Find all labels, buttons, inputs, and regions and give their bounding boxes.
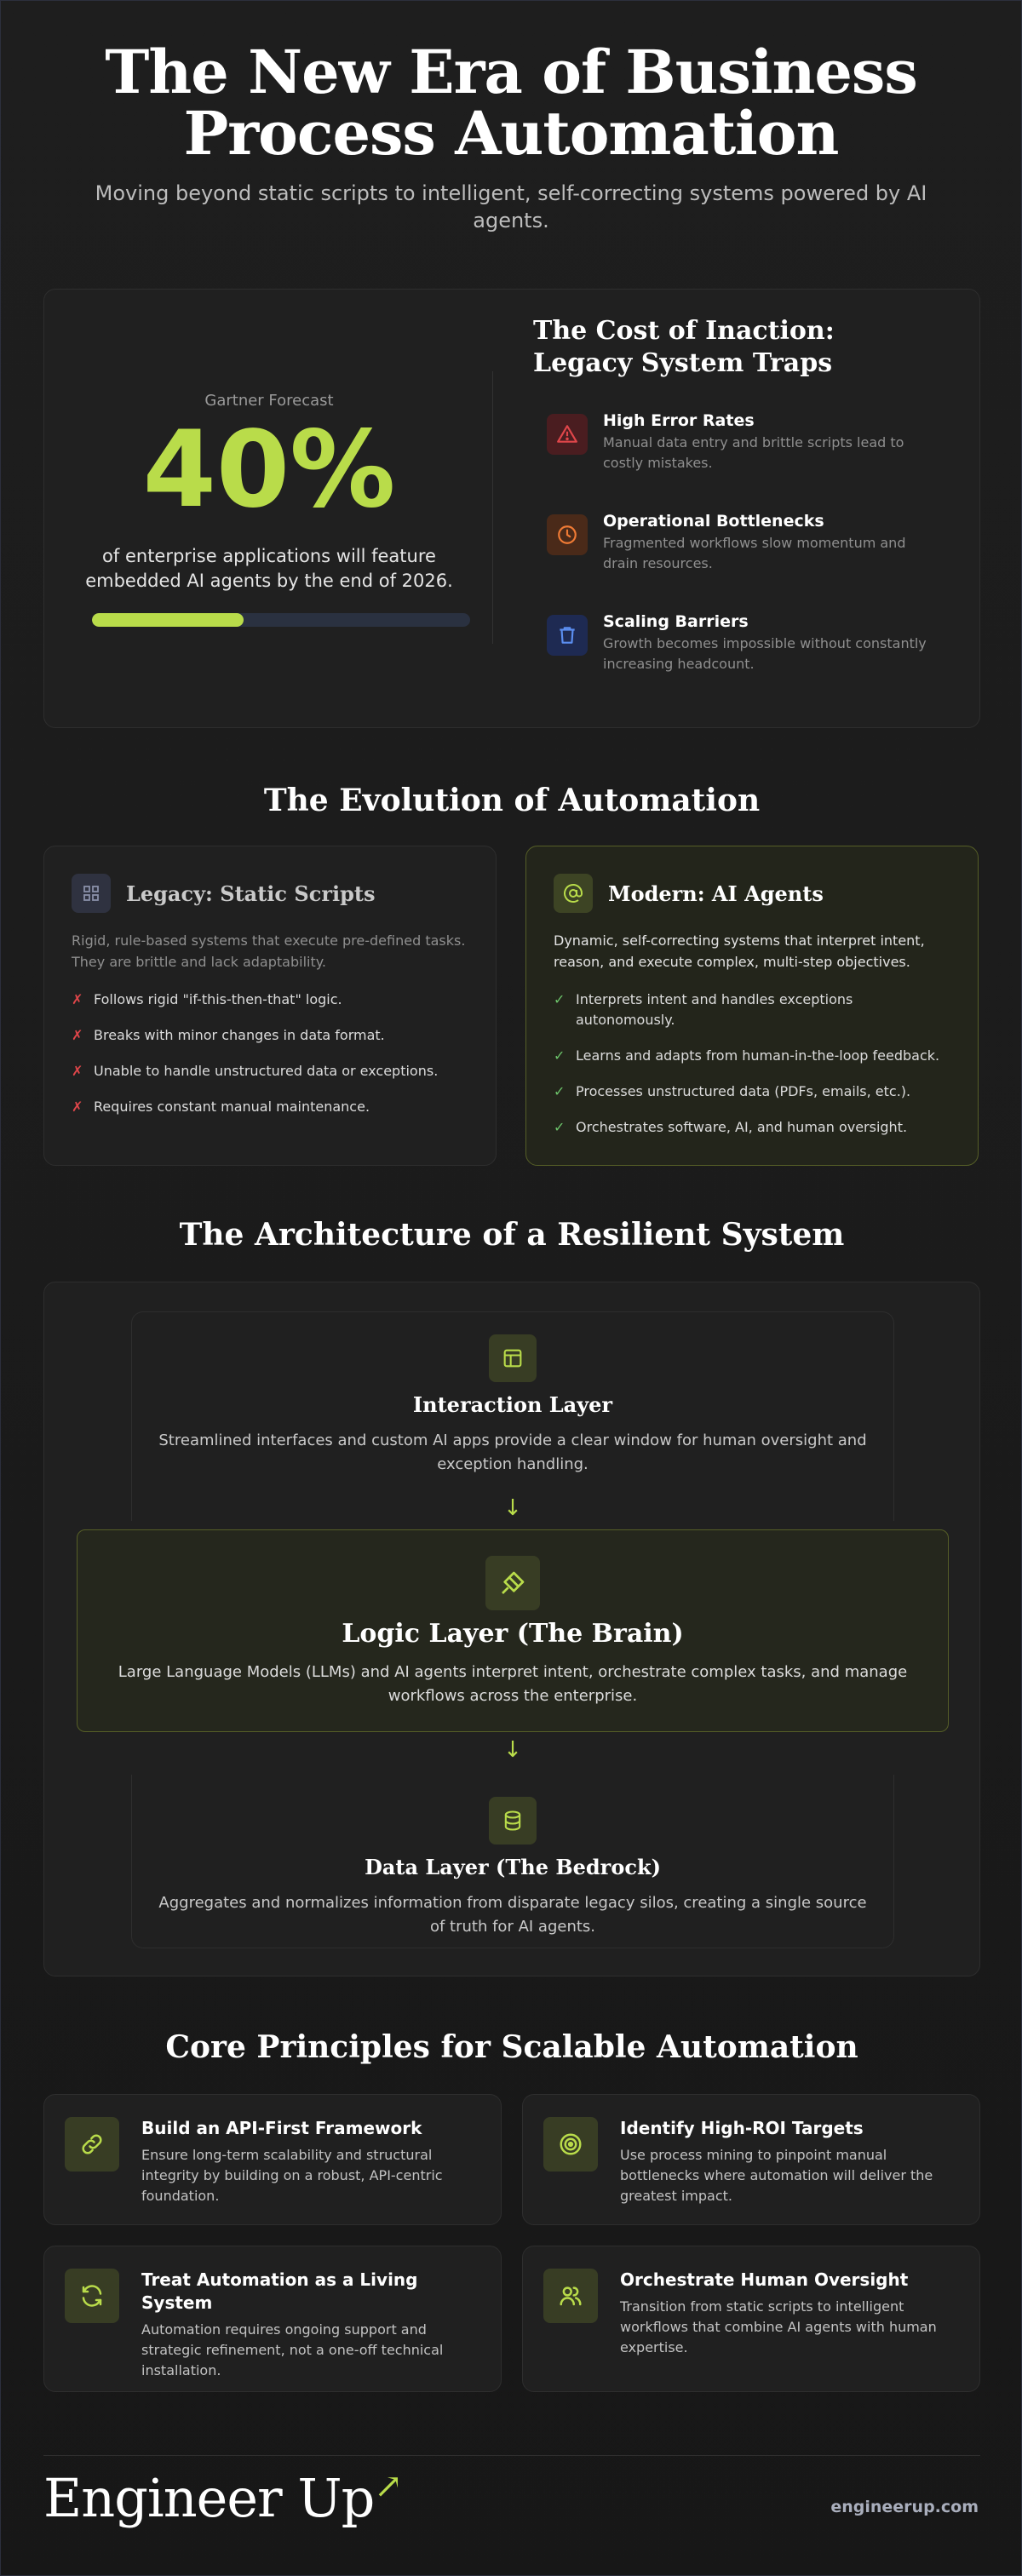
cross-icon: ✗: [72, 1099, 83, 1115]
check-icon: ✓: [554, 1083, 566, 1099]
principle-title: Build an API-First Framework: [141, 2118, 422, 2138]
trap-title: High Error Rates: [603, 411, 755, 430]
at-sign-icon: [554, 874, 593, 913]
trap-item: [533, 410, 945, 473]
architecture-title: The Architecture of a Resilient System: [179, 1217, 845, 1253]
hero: [1, 1, 1021, 234]
principle-title: Orchestrate Human Oversight: [620, 2269, 909, 2290]
list-item: [72, 990, 468, 1010]
legacy-list: [72, 990, 468, 1117]
forecast-desc-line-1: of enterprise applications will feature: [102, 546, 436, 566]
check-icon: ✓: [554, 1119, 566, 1135]
trap-desc: Growth becomes impossible without constantly increasing headcount.: [603, 635, 927, 672]
list-item: [554, 1117, 950, 1138]
principle-card: [522, 2094, 980, 2225]
list-item-text: Processes unstructured data (PDFs, emails, etc.).: [576, 1083, 911, 1099]
link-icon: [65, 2117, 119, 2172]
layer-desc: Large Language Models (LLMs) and AI agents interpret intent, orchestrate complex tasks, and manage workflows across the enterprise.: [118, 1663, 908, 1705]
principle-desc: Transition from static scripts to intelligent workflows that combine AI agents with human expertise.: [620, 2298, 937, 2355]
check-icon: ✓: [554, 1047, 566, 1064]
forecast-value: 40%: [142, 409, 396, 531]
principle-card: [522, 2246, 980, 2392]
list-item: [554, 990, 950, 1030]
principle-desc: Automation requires ongoing support and strategic refinement, not a one-off technical installation.: [141, 2321, 444, 2378]
logic-layer: [77, 1529, 949, 1732]
layer-desc: Aggregates and normalizes information from disparate legacy silos, creating a single source of truth for AI agents.: [158, 1894, 867, 1936]
website-link[interactable]: engineerup.com: [830, 2498, 979, 2516]
page-subtitle: Moving beyond static scripts to intelligent, self-correcting systems powered by AI agents.: [95, 181, 927, 232]
modern-card: [525, 846, 979, 1166]
list-item-text: Follows rigid "if-this-then-that" logic.: [94, 991, 342, 1007]
legacy-desc: Rigid, rule-based systems that execute pre-defined tasks. They are brittle and lack adaptability.: [72, 932, 466, 970]
principle-title: Identify High-ROI Targets: [620, 2118, 864, 2138]
cross-icon: ✗: [72, 991, 83, 1007]
list-item-text: Breaks with minor changes in data format.: [94, 1027, 385, 1043]
arrow-down-icon: ↓: [503, 1737, 522, 1763]
layer-title: Logic Layer (The Brain): [342, 1619, 684, 1649]
list-item: [554, 1046, 950, 1066]
title-line-1: The New Era of Business: [105, 37, 917, 107]
forecast-panel: [44, 290, 494, 727]
data-layer: [131, 1775, 894, 1948]
principle-card: [43, 2246, 502, 2392]
principle-desc: Use process mining to pinpoint manual bottlenecks where automation will deliver the greatest impact.: [620, 2147, 933, 2204]
trap-item: [533, 511, 945, 574]
arrow-down-icon: ↓: [503, 1495, 522, 1521]
trap-item: [533, 611, 945, 674]
principle-desc: Ensure long-term scalability and structural integrity by building on a robust, API-centric foundation.: [141, 2147, 443, 2204]
footer-divider: [43, 2455, 980, 2456]
cross-icon: ✗: [72, 1063, 83, 1079]
trap-desc: Manual data entry and brittle scripts lead to costly mistakes.: [603, 434, 904, 471]
refresh-icon: [65, 2269, 119, 2323]
warning-icon: [547, 414, 588, 455]
modern-title: Modern: AI Agents: [608, 881, 824, 906]
layer-title: Interaction Layer: [412, 1392, 613, 1417]
logo: [43, 2467, 402, 2529]
layer-desc: Streamlined interfaces and custom AI apps provide a clear window for human oversight and exception handling.: [158, 1431, 867, 1473]
forecast-desc-line-2: embedded AI agents by the end of 2026.: [85, 571, 453, 591]
chip-icon: [485, 1556, 540, 1610]
page-title: [1, 37, 1021, 169]
architecture-panel: [43, 1282, 980, 1976]
list-item-text: Requires constant manual maintenance.: [94, 1099, 370, 1115]
list-item-text: Unable to handle unstructured data or exceptions.: [94, 1063, 439, 1079]
trap-desc: Fragmented workflows slow momentum and drain resources.: [603, 535, 906, 571]
layer-title: Data Layer (The Bedrock): [365, 1855, 661, 1879]
arrow-up-right-icon: ↗: [374, 2467, 402, 2506]
logo-text: Engineer Up: [43, 2467, 375, 2529]
forecast-progress-fill: [92, 613, 244, 627]
legacy-title: Legacy: Static Scripts: [126, 881, 376, 906]
traps-panel: [494, 290, 979, 727]
principle-title: Treat Automation as a Living System: [141, 2269, 418, 2313]
interaction-layer: [131, 1311, 894, 1521]
trash-icon: [547, 615, 588, 656]
list-item: [72, 1025, 468, 1046]
check-icon: ✓: [554, 991, 566, 1007]
forecast-progress-bar: [92, 613, 470, 627]
modern-list: [554, 990, 950, 1138]
list-item: [72, 1097, 468, 1117]
forecast-eyebrow: Gartner Forecast: [204, 392, 334, 410]
list-item: [554, 1081, 950, 1102]
principle-card: [43, 2094, 502, 2225]
list-item-text: Learns and adapts from human-in-the-loop feedback.: [576, 1047, 940, 1064]
principles-title: Core Principles for Scalable Automation: [165, 2029, 858, 2065]
users-icon: [543, 2269, 598, 2323]
traps-title: The Cost of Inaction: Legacy System Traps: [533, 316, 835, 378]
stat-section: [43, 289, 980, 728]
database-icon: [489, 1797, 537, 1845]
modern-desc: Dynamic, self-correcting systems that interpret intent, reason, and execute complex, multi-step objectives.: [554, 932, 925, 970]
trap-title: Scaling Barriers: [603, 612, 749, 631]
legacy-card: [43, 846, 497, 1166]
divider: [492, 371, 493, 644]
grid-icon: [72, 874, 111, 913]
list-item-text: Interprets intent and handles exceptions autonomously.: [576, 991, 853, 1028]
forecast-desc: [44, 544, 494, 594]
evolution-title: The Evolution of Automation: [263, 783, 761, 818]
layout-icon: [489, 1334, 537, 1382]
trap-title: Operational Bottlenecks: [603, 512, 824, 531]
cross-icon: ✗: [72, 1027, 83, 1043]
list-item-text: Orchestrates software, AI, and human oversight.: [576, 1119, 908, 1135]
title-line-2: Process Automation: [183, 98, 839, 169]
clock-icon: [547, 514, 588, 555]
target-icon: [543, 2117, 598, 2172]
list-item: [72, 1061, 468, 1081]
